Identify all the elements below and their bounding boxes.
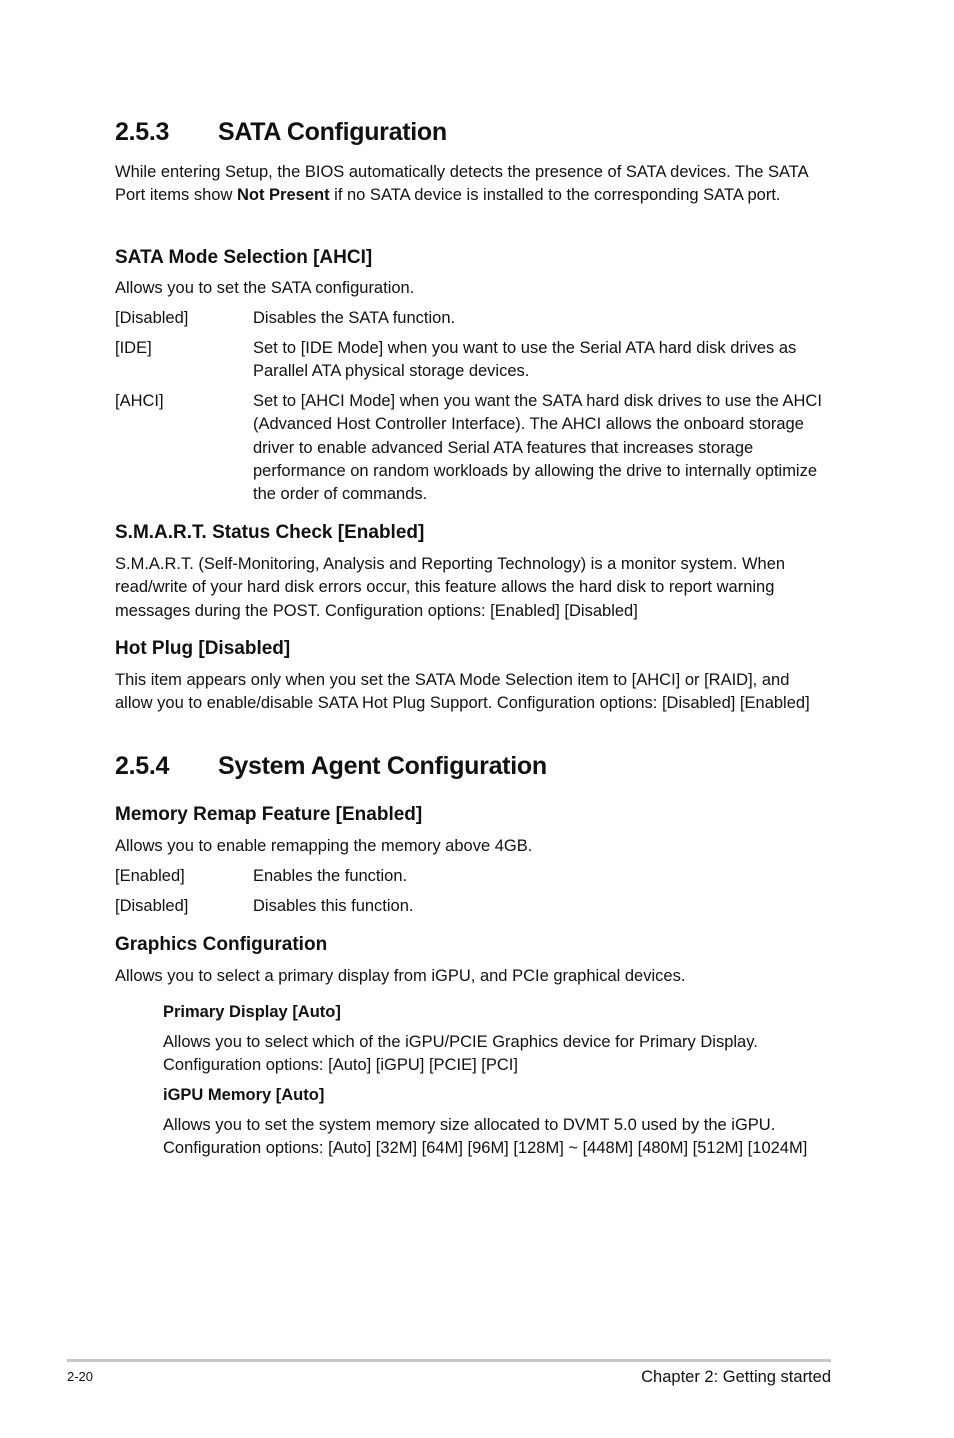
option-text: Set to [IDE Mode] when you want to use the Serial ATA hard disk drives as Parallel ATA physical storage devices. xyxy=(253,339,797,381)
primary-display-heading: Primary Display [Auto] xyxy=(163,1003,341,1021)
section-title: SATA Configuration xyxy=(218,118,447,146)
intro-bold: Not Present xyxy=(236,186,330,205)
section-heading-sata xyxy=(115,118,447,147)
intro-text-end: if no SATA device is installed to the corresponding SATA port. xyxy=(329,186,781,205)
intro-text: While entering Setup, the BIOS automatically detects the presence of SATA devices. The SATA Port items show xyxy=(115,163,808,205)
option-text: Set to [AHCI Mode] when you want the SATA hard disk drives to use the AHCI (Advanced Host Controller Interface). The AHCI allows the onboard storage driver to enable advanced Serial ATA features that increases storage performance on random workloads by allowing the drive to internally optimize the order of commands. xyxy=(253,392,822,504)
option-key: [AHCI] xyxy=(115,392,164,410)
option-key: [Disabled] xyxy=(115,897,189,915)
graphics-heading: Graphics Configuration xyxy=(115,934,328,955)
section-heading-agent xyxy=(115,752,547,781)
graphics-desc: Allows you to select a primary display from iGPU, and PCIe graphical devices. xyxy=(115,967,686,985)
option-text: Disables this function. xyxy=(253,897,414,915)
section-title: System Agent Configuration xyxy=(218,752,547,780)
igpu-memory-heading: iGPU Memory [Auto] xyxy=(163,1086,325,1104)
sata-mode-desc: Allows you to set the SATA configuration. xyxy=(115,279,415,297)
smart-desc: S.M.A.R.T. (Self-Monitoring, Analysis and Reporting Technology) is a monitor system. When read/write of your hard disk errors occur, this feature allows the hard disk to report warning messages during the POST. Configuration options: [Enabled] [Disabled] xyxy=(115,555,786,620)
sata-mode-heading: SATA Mode Selection [AHCI] xyxy=(115,247,373,268)
chapter-label: Chapter 2: Getting started xyxy=(641,1368,831,1386)
hotplug-heading: Hot Plug [Disabled] xyxy=(115,638,291,659)
remap-heading: Memory Remap Feature [Enabled] xyxy=(115,804,423,825)
option-key: [IDE] xyxy=(115,339,152,357)
section-number: 2.5.3 xyxy=(115,118,170,146)
remap-desc: Allows you to enable remapping the memory above 4GB. xyxy=(115,837,533,855)
primary-display-desc: Allows you to select which of the iGPU/PCIE Graphics device for Primary Display. Configuration options: [Auto] [iGPU] [PCIE] [PCI] xyxy=(163,1033,758,1075)
footer-divider xyxy=(67,1359,831,1362)
option-key: [Disabled] xyxy=(115,309,189,327)
page-number: 2-20 xyxy=(67,1369,94,1384)
option-text: Enables the function. xyxy=(253,867,408,885)
option-key: [Enabled] xyxy=(115,867,185,885)
hotplug-desc: This item appears only when you set the SATA Mode Selection item to [AHCI] or [RAID], and allow you to enable/disable SATA Hot Plug Support. Configuration options: [Disabled] [Enabled] xyxy=(115,671,810,713)
option-text: Disables the SATA function. xyxy=(253,309,456,327)
igpu-memory-desc: Allows you to set the system memory size allocated to DVMT 5.0 used by the iGPU. Configuration options: [Auto] [32M] [64M] [96M] [128M] ~ [448M] [480M] [512M] [1024M] xyxy=(163,1116,808,1158)
smart-heading: S.M.A.R.T. Status Check [Enabled] xyxy=(115,522,425,543)
sata-intro xyxy=(115,161,830,208)
section-number: 2.5.4 xyxy=(115,752,170,780)
